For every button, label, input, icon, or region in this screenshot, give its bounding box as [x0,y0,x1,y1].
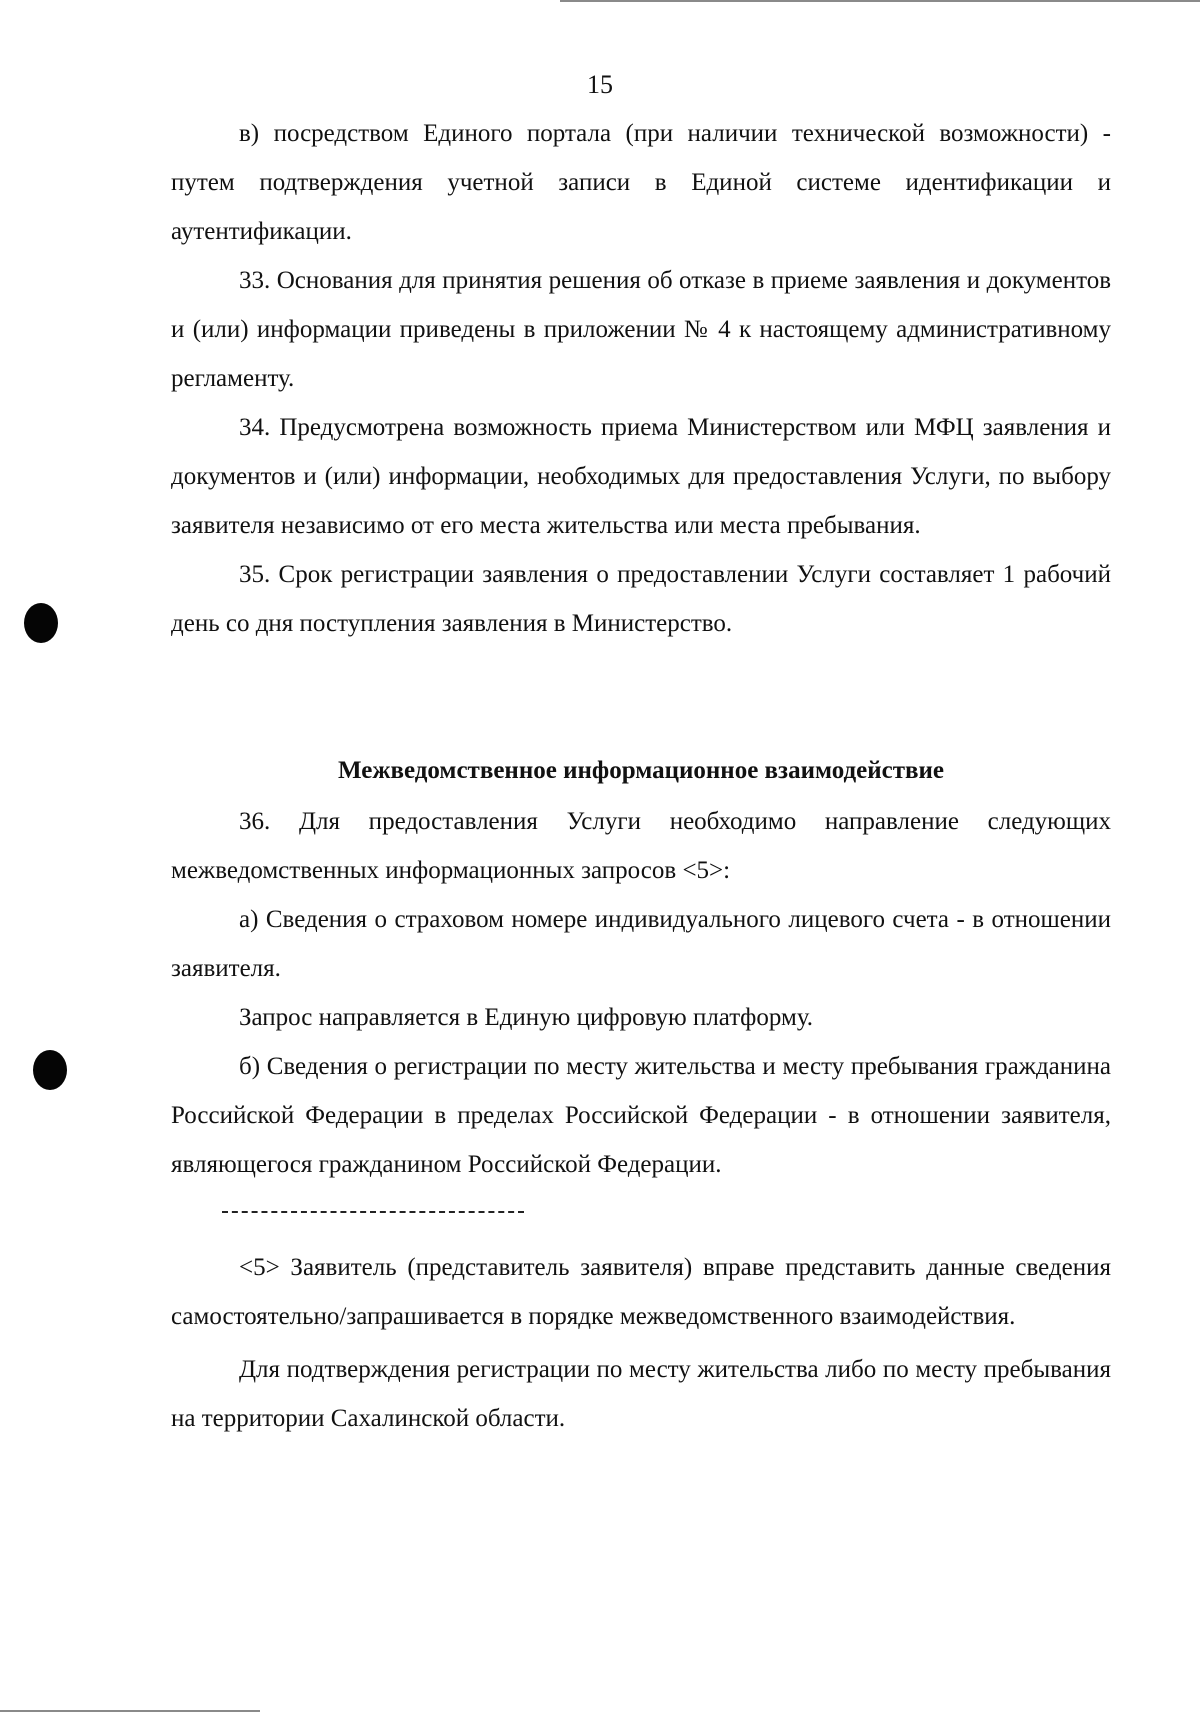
punch-hole-upper [24,603,58,643]
paragraph-36: 36. Для предоставления Услуги необходимо направление следующих межведомственных информационных запросов <5>: [171,808,1111,884]
main-text-upper [171,109,1111,648]
paragraph-34: 34. Предусмотрена возможность приема Министерством или МФЦ заявления и документов и (или) информации, необходимых для предоставления Услуги, по выбору заявителя независимо от его места жительства или места пребывания. [171,414,1111,539]
section-heading: Межведомственное информационное взаимодействие [338,757,944,784]
footnote-text: <5> Заявитель (представитель заявителя) вправе представить данные сведения самостоятельно/запрашивается в порядке межведомственного взаимодействия. [171,1254,1111,1330]
paragraph-33: 33. Основания для принятия решения об отказе в приеме заявления и документов и (или) информации приведены в приложении № 4 к настоящему административному регламенту. [171,267,1111,392]
list-item-b: б) Сведения о регистрации по месту жительства и месту пребывания гражданина Российской Федерации в пределах Российской Федерации - в отношении заявителя, являющегося гражданином Российской Федерации. [171,1053,1111,1178]
scan-edge-top [560,0,1200,2]
punch-hole-lower [33,1050,67,1090]
main-text-lower [171,797,1111,1189]
paragraph-35: 35. Срок регистрации заявления о предоставлении Услуги составляет 1 рабочий день со дня поступления заявления в Министерство. [171,561,1111,637]
list-item-a: а) Сведения о страховом номере индивидуального лицевого счета - в отношении заявителя. [171,906,1111,982]
paragraph-v: в) посредством Единого портала (при наличии технической возможности) - путем подтверждения учетной записи в Единой системе идентификации и аутентификации. [171,120,1111,245]
page-number: 15 [587,70,613,99]
list-item-a-note: Запрос направляется в Единую цифровую платформу. [239,1004,814,1031]
footnote-block [171,1243,1111,1443]
scan-edge-bottom [0,1710,260,1712]
footnote-separator [222,1211,524,1213]
footnote-note: Для подтверждения регистрации по месту жительства либо по месту пребывания на территории Сахалинской области. [171,1356,1111,1432]
